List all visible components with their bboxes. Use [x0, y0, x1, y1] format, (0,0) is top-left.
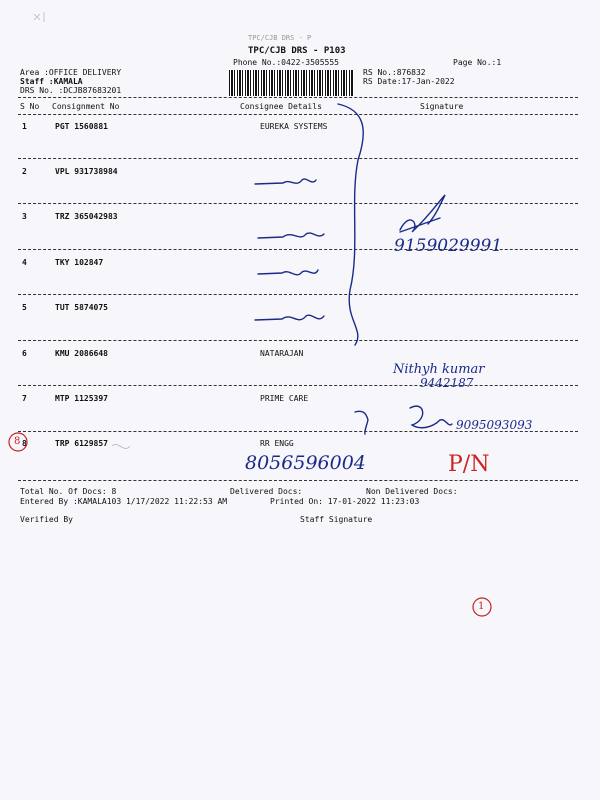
circled-number: 8: [14, 436, 21, 447]
page-number: Page No.:1: [453, 58, 502, 67]
row-consignee: RR ENGG: [260, 439, 294, 448]
handwritten-mark: P/N: [448, 452, 490, 477]
row-sno: 2: [22, 167, 27, 176]
printed-on: Printed On: 17-01-2022 11:23:03: [270, 497, 420, 506]
row-sno: 3: [22, 212, 27, 221]
staff-signature: Staff Signature: [300, 515, 373, 524]
staff-label: Staff :KAMALA: [20, 77, 83, 86]
row-consignee: EUREKA SYSTEMS: [260, 122, 328, 131]
handwritten-phone: 9442187: [420, 376, 474, 390]
col-signature: Signature: [420, 102, 464, 111]
verified-by: Verified By: [20, 515, 73, 524]
row-consignment: PGT 1560881: [55, 122, 108, 131]
faint-stamp: TPC/CJB DRS - P: [248, 34, 312, 42]
handwritten-phone: 9095093093: [456, 418, 533, 432]
row-consignment: TUT 5874075: [55, 303, 108, 312]
circled-number: 1: [478, 601, 485, 612]
delivered-docs: Delivered Docs:: [230, 487, 303, 496]
row-sno: 8: [22, 439, 27, 448]
total-docs: Total No. Of Docs: 8: [20, 487, 117, 496]
col-consignment: Consignment No: [52, 102, 120, 111]
phone-number: Phone No.:0422-3505555: [233, 58, 339, 67]
non-delivered-docs: Non Delivered Docs:: [366, 487, 458, 496]
rs-number: RS No.:876832: [363, 68, 426, 77]
drs-number: DRS No. :DCJB87683201: [20, 86, 122, 95]
row-consignment: VPL 931738984: [55, 167, 118, 176]
handwritten-name: Nithyh kumar: [393, 362, 485, 377]
row-sno: 5: [22, 303, 27, 312]
handwritten-phone: 9159029991: [394, 236, 503, 256]
document-title: TPC/CJB DRS - P103: [248, 46, 346, 56]
row-consignment: MTP 1125397: [55, 394, 108, 403]
col-consignee: Consignee Details: [240, 102, 322, 111]
row-consignment: TKY 102847: [55, 258, 104, 267]
rs-date: RS Date:17-Jan-2022: [363, 77, 455, 86]
col-sno: S No: [20, 102, 40, 111]
row-consignee: PRIME CARE: [260, 394, 309, 403]
row-consignment: TRZ 365042983: [55, 212, 118, 221]
row-sno: 1: [22, 122, 27, 131]
handwritten-phone: 8056596004: [245, 452, 366, 474]
row-sno: 7: [22, 394, 27, 403]
row-sno: 4: [22, 258, 27, 267]
row-consignment: TRP 6129857: [55, 439, 108, 448]
area-label: Area :OFFICE DELIVERY: [20, 68, 122, 77]
row-sno: 6: [22, 349, 27, 358]
row-consignee: NATARAJAN: [260, 349, 304, 358]
row-consignment: KMU 2086648: [55, 349, 108, 358]
entered-by: Entered By :KAMALA103 1/17/2022 11:22:53 AM: [20, 497, 228, 506]
